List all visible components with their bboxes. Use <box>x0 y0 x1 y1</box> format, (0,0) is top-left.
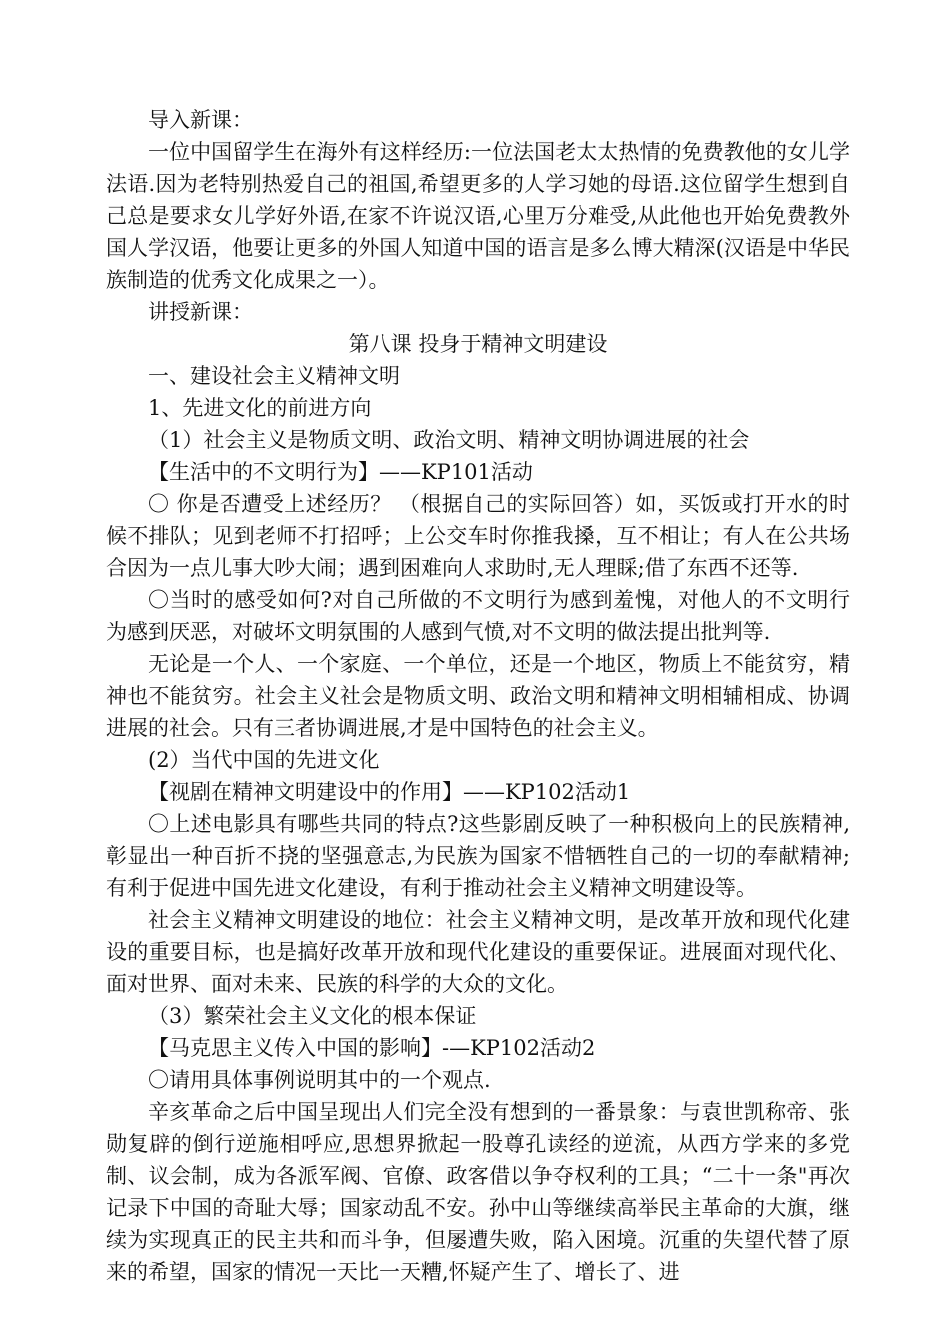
lesson-title: 第八课 投身于精神文明建设 <box>348 332 608 356</box>
paragraph-film-features: 〇上述电影具有哪些共同的特点?这些影剧反映了一种积极向上的民族精神,彰显出一种百折不挠的坚强意志,为民族为国家不惜牺牲自己的一切的奉献精神;有利于促进中国先进文化建设，有利于推动社会主义精神文明建设等。 <box>106 812 850 900</box>
section-heading-1: 一、建设社会主义精神文明 <box>148 364 400 388</box>
point-heading-3: （3）繁荣社会主义文化的根本保证 <box>148 1004 477 1028</box>
heading-intro: 导入新课： <box>148 108 253 132</box>
point-heading-2: (2）当代中国的先进文化 <box>148 748 380 772</box>
paragraph-question-experience: 〇 你是否遭受上述经历？ （根据自己的实际回答）如，买饭或打开水的时候不排队；见到老师不打招呼；上公交车时你推我搡，互不相让；有人在公共场合因为一点儿事大吵大闹；遇到困难向人求助时,无人理睬;借了东西不还等. <box>106 492 850 580</box>
paragraph-three-civilizations: 无论是一个人、一个家庭、一个单位，还是一个地区，物质上不能贫穷，精神也不能贫穷。社会主义社会是物质文明、政治文明和精神文明相辅相成、协调进展的社会。只有三者协调进展,才是中国特色的社会主义。 <box>106 652 850 740</box>
paragraph-question-feeling: 〇当时的感受如何?对自己所做的不文明行为感到羞愧，对他人的不文明行为感到厌恶，对破坏文明氛围的人感到气愤,对不文明的做法提出批判等. <box>106 588 850 644</box>
activity-heading-kp102-1: 【视剧在精神文明建设中的作用】——KP102活动1 <box>148 780 631 804</box>
subsection-heading-1: 1、先进文化的前进方向 <box>148 396 372 420</box>
heading-new-lesson: 讲授新课： <box>148 300 253 324</box>
paragraph-story: 一位中国留学生在海外有这样经历:一位法国老太太热情的免费教他的女儿学法语.因为老特别热爱自己的祖国,希望更多的人学习她的母语.这位留学生想到自己总是要求女儿学好外语,在家不许说汉语,心里万分难受,从此他也开始免费教外国人学汉语，他要让更多的外国人知道中国的语言是多么博大精深(汉语是中华民族制造的优秀文化成果之一）。 <box>106 140 850 292</box>
activity-heading-kp101: 【生活中的不文明行为】——KP101活动 <box>148 460 533 484</box>
paragraph-status: 社会主义精神文明建设的地位：社会主义精神文明，是改革开放和现代化建设的重要目标，也是搞好改革开放和现代化建设的重要保证。进展面对现代化、面对世界、面对未来、民族的科学的大众的文化。 <box>106 908 850 996</box>
activity-heading-kp102-2: 【马克思主义传入中国的影响】-—KP102活动2 <box>148 1036 596 1060</box>
document-page <box>106 104 850 1288</box>
point-heading-1: （1）社会主义是物质文明、政治文明、精神文明协调进展的社会 <box>148 428 750 452</box>
paragraph-xinhai-revolution: 辛亥革命之后中国呈现出人们完全没有想到的一番景象：与袁世凯称帝、张勋复辟的倒行逆施相呼应,思想界掀起一股尊孔读经的逆流，从西方学来的多党制、议会制，成为各派军阀、官僚、政客借以争夺权利的工具；“二十一条"再次记录下中国的奇耻大辱；国家动乱不安。孙中山等继续高举民主革命的大旗，继续为实现真正的民主共和而斗争，但屡遭失败，陷入困境。沉重的失望代替了原来的希望，国家的情况一天比一天糟,怀疑产生了、增长了、进 <box>106 1100 850 1284</box>
paragraph-example-prompt: 〇请用具体事例说明其中的一个观点. <box>148 1068 491 1092</box>
